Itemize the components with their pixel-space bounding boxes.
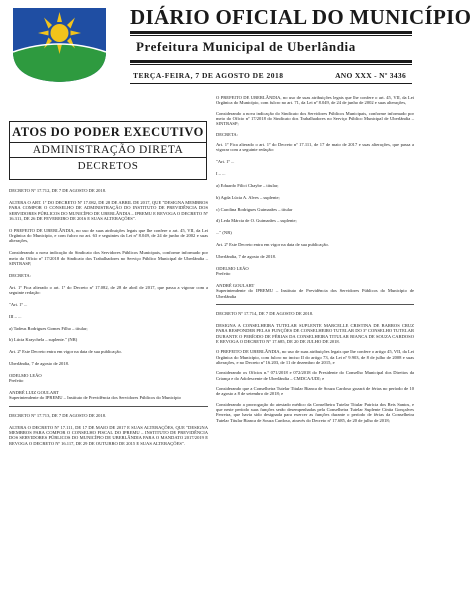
section-heading-box: [9, 121, 207, 180]
issue-date: TERÇA-FEIRA, 7 DE AGOSTO DE 2018: [133, 71, 284, 80]
decree-member: a) Tadeus Rodrigues Gomes Filho – titular;: [9, 325, 88, 331]
decree-considering: Considerando os Ofícios n.º 071/2018 e 072/2018 do Presidente do Conselho Municipal dos Direitos da Criança e do Adolescente de Uberlândia – CMDCA/UDI; e: [216, 370, 414, 381]
decree-summary: ALTERA O DECRETO Nº 17.111, DE 17 DE MAIO DE 2017 E SUAS ALTERAÇÕES, QUE "DESIGNA MEMBROS PARA COMPOR O CONSELHO FISCAL DO IPREMU – INSTITUTO DE PREVIDÊNCIA DOS SERVIDORES PÚBLICOS DO MUNICÍPIO DE UBERLÂNDIA PARA O MANDATO 2017/2019 E REVOGA O DECRETO Nº 16.117, DE 29 DE OUTUBRO DE 2015 E SUAS ALTERAÇÕES".: [9, 424, 208, 446]
decree-article-1: Art. 1º Fica alterado o art. 1º do Decreto nº 17.111, de 17 de maio de 2017 e suas alterações, que passa a vigorar com a seguinte redação:: [216, 142, 414, 153]
decree-member: d) Leda Márcia de O. Guimarães – suplente;: [216, 218, 297, 224]
masthead-rule-mid-thin: [130, 64, 412, 65]
decree-separator: [9, 406, 208, 407]
municipal-logo: [9, 6, 110, 84]
signatory-name: ANDRÉ LUIZ GOULART: [9, 390, 59, 396]
left-column: [9, 188, 208, 451]
decree-considering: Considerando a nova indicação do Sindicato dos Servidores Públicos Municipais, conforme informado por meio do Ofício nº 17/2018 do Sindicato dos Trabalhadores no Serviço Público Municipal de Uberlândia – SINTRASP,: [9, 250, 208, 266]
masthead-rule-bottom: [130, 83, 412, 84]
decree-member: b) Lúcia Kraychela – suplente." (NR): [9, 337, 78, 343]
signatory-name: ODELMO LEÃO: [9, 372, 42, 378]
decree-place-date: Uberlândia, 7 de agosto de 2018.: [216, 254, 276, 259]
edition-number: ANO XXX - Nº 3436: [335, 71, 406, 80]
masthead-title: DIÁRIO OFICIAL DO MUNICÍPIO: [130, 5, 471, 29]
decree-member: b) Agda Lúcia A. Alves – suplente;: [216, 194, 280, 200]
right-column: [216, 95, 414, 428]
decree-summary: DESIGNA A CONSELHEIRA TUTELAR SUPLENTE MARCELLE CRISTINA DE BARROS CRUZ PARA RESPONDER PELAS FUNÇÕES DE CONSELHEIRO TUTELAR DO 3º CONSELHO TUTELAR DURANTE O PERÍODO DE FÉRIAS DA CONSELHEIRA TITULAR BIANCA DE SOUZA CARDOSO E REVOGA O DECRETO Nº 17.685, DE 20 DE JULHO DE 2018.: [216, 322, 414, 344]
decree-decrees: DECRETA:: [216, 131, 238, 137]
section-subtitle: ADMINISTRAÇÃO DIRETA: [10, 142, 206, 158]
decree-preamble: O PREFEITO DE UBERLÂNDIA, no uso de suas atribuições legais que lhe confere o art. 45, VII, da Lei Orgânica do Município, e com fulcro no art. 63 e seguintes da Lei nº 8.049, de 24 de junho de 2002 e suas alterações,: [9, 227, 208, 244]
logo-sun: [38, 12, 81, 54]
decree-preamble: O PREFEITO DE UBERLÂNDIA, no uso de suas atribuições legais que lhe confere o art. 45, VII, da Lei Orgânica do Município, com fulcro no art. 71, da Lei nº 8.049, de 24 de junho de 2002 e suas alterações,: [216, 95, 414, 106]
signatory-role: Superintendente do IPREMU – Instituto de Previdência dos Servidores Públicos do Município: [9, 395, 181, 401]
decree-separator: [216, 304, 414, 305]
decree-quote-end: ..." (NR): [216, 230, 232, 236]
masthead-rule-mid: [130, 60, 412, 63]
decree-preamble: O PREFEITO DE UBERLÂNDIA, no uso de suas atribuições legais que lhe confere o artigo 45, VII, da Lei Orgânica do Município, com fulcro no inciso II do artigo 73, da Lei nº 9.903, de 8 de julho de 2008 e suas alterações, e no Decreto nº 16.203, de 11 de dezembro de 2015, e: [216, 349, 414, 365]
decree-considering: Considerando a nova indicação do Sindicato dos Servidores Públicos Municipais, conforme informado por meio do Ofício nº 17/2018 do Sindicato dos Trabalhadores no Serviço Público Municipal de Uberlândia – SINTRASP;: [216, 110, 414, 127]
signatory-name: ANDRÉ GOULART: [216, 283, 255, 289]
decree-decrees: DECRETA:: [9, 272, 31, 278]
decree-title: DECRETO Nº 17.713, DE 7 DE AGOSTO DE 2018.: [9, 412, 107, 418]
decree-item: I – ...: [216, 171, 226, 177]
section-category: DECRETOS: [77, 160, 139, 172]
decree-title: DECRETO Nº 17.714, DE 7 DE AGOSTO DE 2018.: [216, 311, 314, 317]
masthead-rule-top-thin: [130, 35, 412, 36]
decree-considering: Considerando que a Conselheira Tutelar Titular Bianca de Souza Cardoso gozará de férias no período de 10 de agosto a 8 de setembro de 2018; e: [216, 386, 414, 397]
decree-article-2: Art. 2º Este Decreto entra em vigor na data de sua publicação.: [216, 242, 329, 248]
decree-item: III – ...: [9, 313, 22, 319]
signatory-role: Prefeito: [216, 271, 231, 277]
decree-place-date: Uberlândia, 7 de agosto de 2018.: [9, 361, 69, 367]
decree-title: DECRETO Nº 17.712, DE 7 DE AGOSTO DE 2018.: [9, 188, 107, 193]
decree-considering: Considerando a prorrogação do atestado médico da Conselheira Tutelar Titular Patrícia dos Reis Santos, e que neste período suas funções serão desempenhadas pela Conselheira Tutelar Suplente Cíntia Gonçalves Ferreira, que havia sido designada para exercer as funções durante o período de férias da Conselheira Tutelar Titular Bianca de Souza Cardoso, através do Decreto nº 17.685, de 20 de julho de 2018;: [216, 401, 414, 423]
decree-member: c) Carolina Rodrigues Guimarães – titular: [216, 206, 293, 212]
masthead-subtitle: Prefeitura Municipal de Uberlândia: [136, 39, 356, 54]
decree-article-1: Art. 1º Fica alterado o art. 1º do Decreto nº 17.082, de 28 de abril de 2017, que passa a vigorar com a seguinte redação:: [9, 284, 208, 295]
signatory-role: Prefeito: [9, 378, 24, 384]
decree-member: a) Eduardo Filici Chaybe – titular;: [216, 182, 279, 188]
decree-article-2: Art. 2º Este Decreto entra em vigor na data de sua publicação.: [9, 349, 122, 355]
masthead-rule-top: [130, 31, 412, 34]
decree-quote-start: "Art. 1º ...: [9, 301, 28, 307]
signatory-role: Superintendente do IPREMU – Instituto de Previdência dos Servidores Públicos do Município de Uberlândia: [216, 288, 414, 299]
section-title: ATOS DO PODER EXECUTIVO: [12, 125, 204, 139]
decree-quote-start: "Art. 1º ...: [216, 159, 235, 165]
signatory-name: ODELMO LEÃO: [216, 265, 249, 271]
decree-summary: ALTERA O ART. 1º DO DECRETO Nº 17.082, DE 28 DE ABRIL DE 2017, QUE "DESIGNA MEMBROS PARA COMPOR O CONSELHO DE ADMINISTRAÇÃO DO INSTITUTO DE PREVIDÊNCIA DOS SERVIDORES PÚBLICOS DO MUNICÍPIO DE UBERLÂNDIA – IPREMU E REVOGA O DECRETO Nº 16.311, DE 26 DE FEVEREIRO DE 2016 E SUAS ALTERAÇÕES".: [9, 199, 209, 221]
